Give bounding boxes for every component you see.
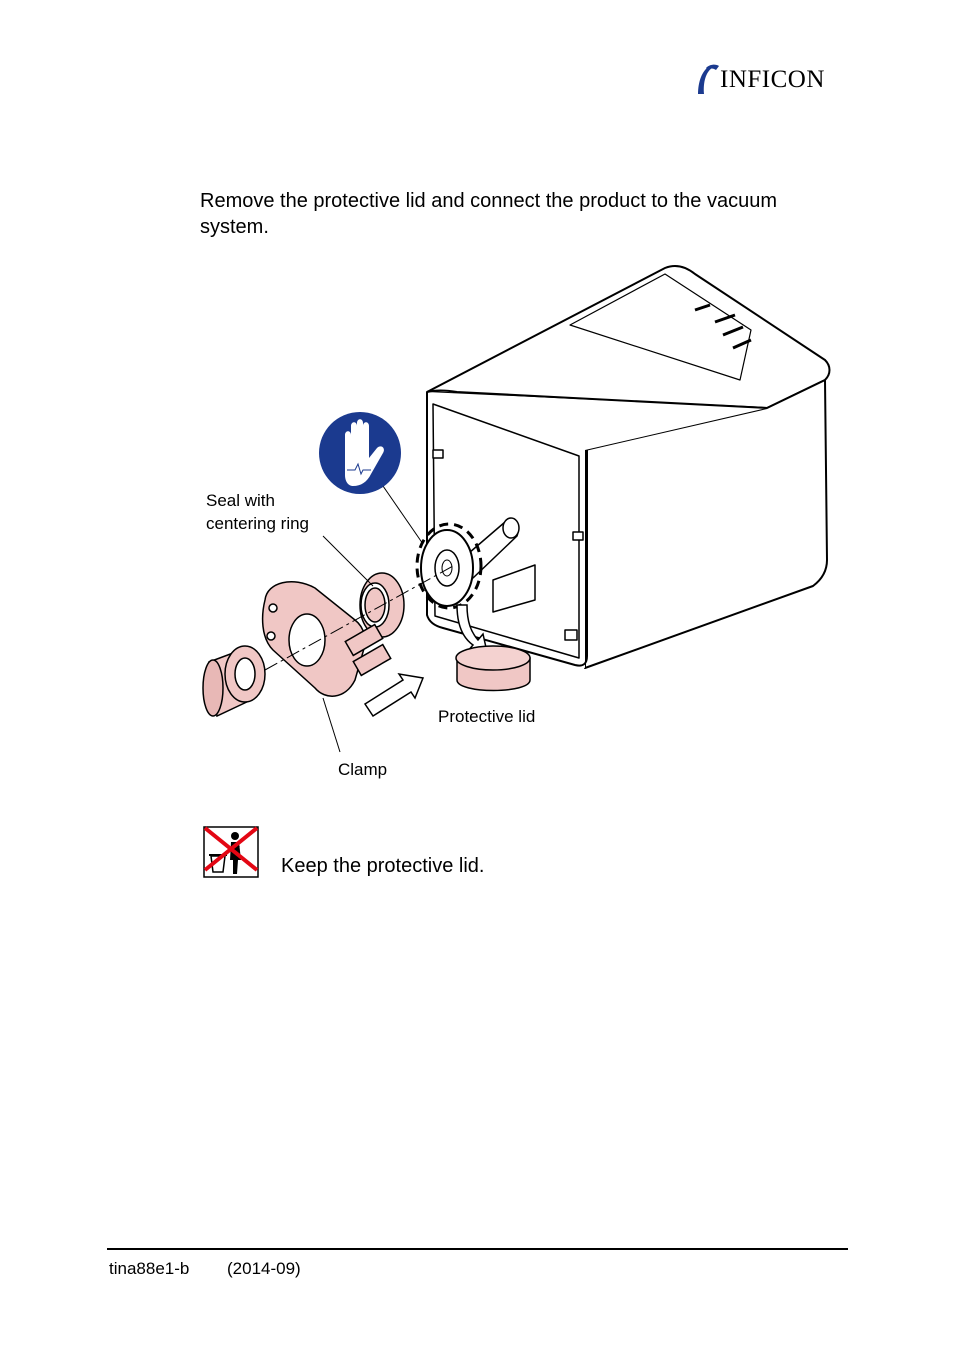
- footer-divider: [107, 1248, 848, 1250]
- inficon-logo: [694, 62, 846, 96]
- clamp-label: Clamp: [338, 760, 388, 779]
- seal-label: Seal with centering ring: [206, 491, 310, 533]
- instruction-text: Remove the protective lid and connect the product to the vacuum system.: [200, 190, 778, 238]
- seal-leader-line: [323, 536, 373, 586]
- footer-doc-id: tina88e1-b: [109, 1259, 190, 1278]
- wear-gloves-icon: [319, 412, 401, 494]
- keep-lid-note: Keep the protective lid.: [281, 855, 485, 877]
- flange-fitting: [203, 646, 265, 716]
- protective-lid-label: Protective lid: [438, 707, 536, 726]
- clamp-leader-line: [323, 698, 340, 752]
- do-not-dispose-icon: [203, 826, 259, 878]
- push-arrow-icon: [365, 674, 423, 716]
- protective-lid: [456, 646, 530, 691]
- glove-leader-line: [383, 486, 423, 544]
- footer-date: (2014-09): [227, 1259, 301, 1278]
- gauge-housing: [427, 266, 830, 668]
- logo-text: INFICON: [720, 66, 825, 93]
- connection-figure: [195, 260, 845, 790]
